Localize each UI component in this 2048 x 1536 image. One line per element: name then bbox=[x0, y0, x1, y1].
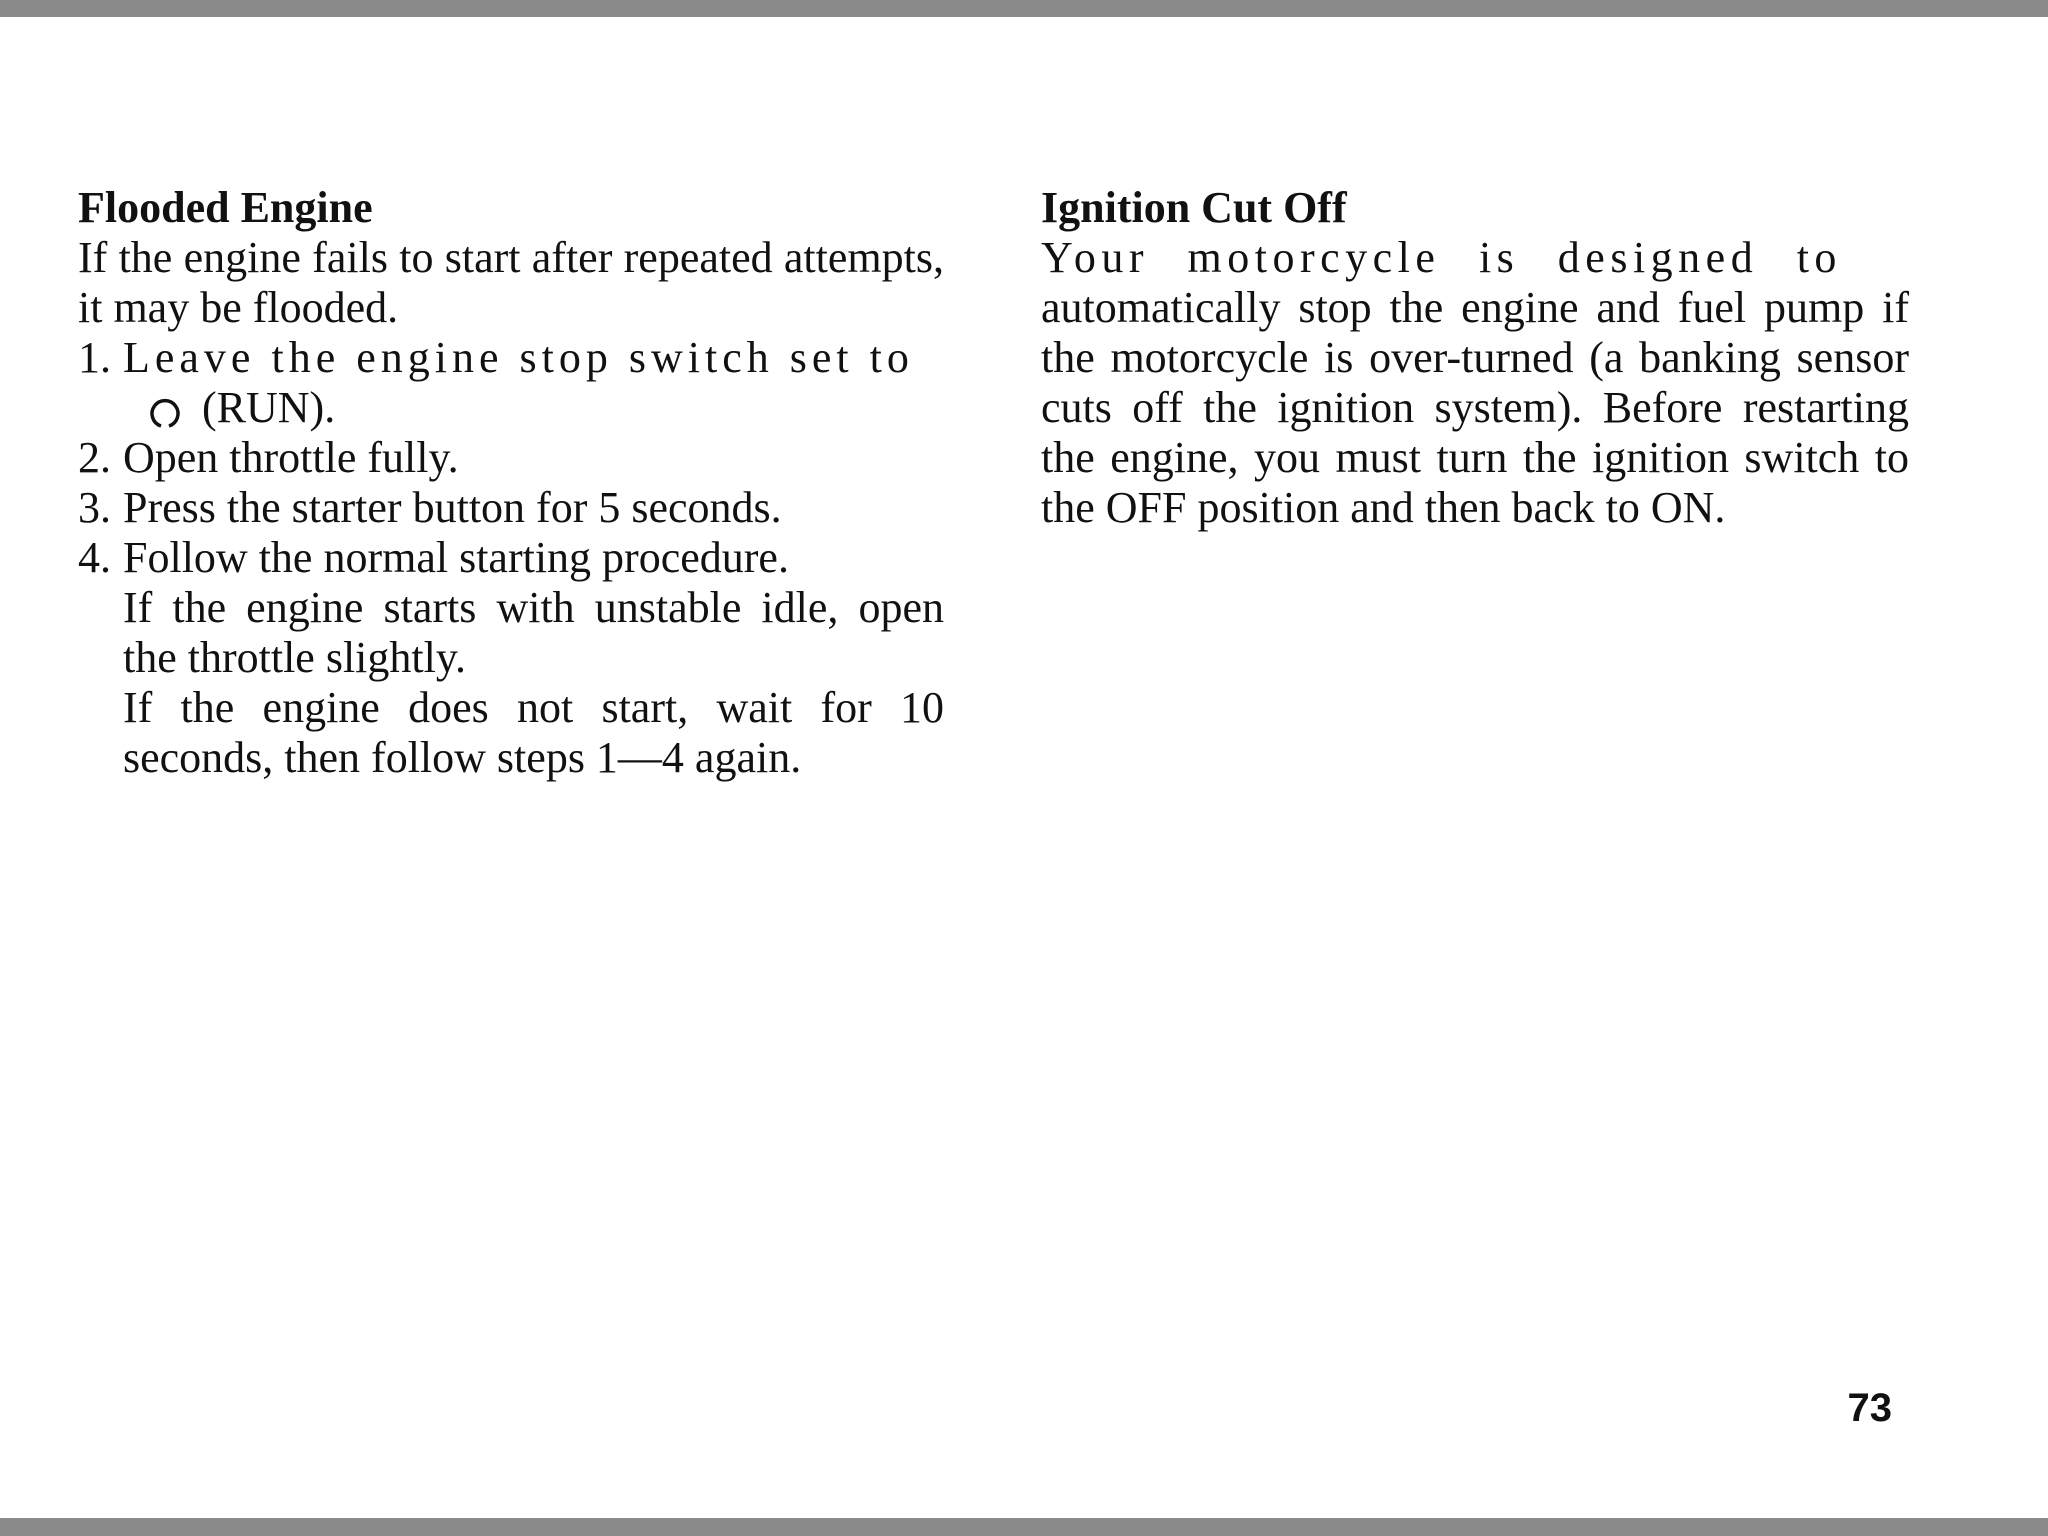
step-number: 2. bbox=[78, 433, 111, 482]
step-number: 1. bbox=[78, 333, 111, 382]
bottom-border bbox=[0, 1518, 2048, 1536]
section-title-ignition-cut-off: Ignition Cut Off bbox=[1041, 183, 1347, 232]
step-text: Press the starter button for 5 seconds. bbox=[123, 483, 782, 532]
step-text: Open throttle fully. bbox=[123, 433, 459, 482]
flooded-engine-intro: If the engine fails to start after repeated attempts, it may be flooded. bbox=[78, 233, 944, 332]
step-2 bbox=[78, 433, 944, 483]
step-text: Leave the engine stop switch set to bbox=[123, 333, 914, 382]
step-text: Follow the normal starting procedure. bbox=[123, 533, 789, 582]
step-1 bbox=[78, 333, 944, 383]
run-position-line bbox=[78, 383, 944, 433]
step-3 bbox=[78, 483, 944, 533]
run-symbol-icon bbox=[148, 391, 182, 425]
flooded-engine-section bbox=[78, 183, 944, 783]
step-number: 4. bbox=[78, 533, 111, 582]
step-number: 3. bbox=[78, 483, 111, 532]
note-no-start: If the engine does not start, wait for 10 seconds, then follow steps 1—4 again. bbox=[123, 683, 944, 782]
step-4 bbox=[78, 533, 944, 583]
section-title-flooded-engine: Flooded Engine bbox=[78, 183, 373, 232]
page-number: 73 bbox=[1847, 1386, 1892, 1430]
top-border bbox=[0, 0, 2048, 17]
run-label: (RUN). bbox=[202, 383, 336, 432]
ignition-body-first-line: Your motorcycle is designed to bbox=[1041, 233, 1842, 282]
note-unstable-idle: If the engine starts with unstable idle, open the throttle slightly. bbox=[123, 583, 944, 682]
ignition-cut-off-section bbox=[1041, 183, 1909, 533]
ignition-body: automatically stop the engine and fuel pump if the motorcycle is over-turned (a banking sensor cuts off the ignition system). Before restarting the engine, you must turn the ignition switch to the OFF position and then back to ON. bbox=[1041, 283, 1909, 532]
